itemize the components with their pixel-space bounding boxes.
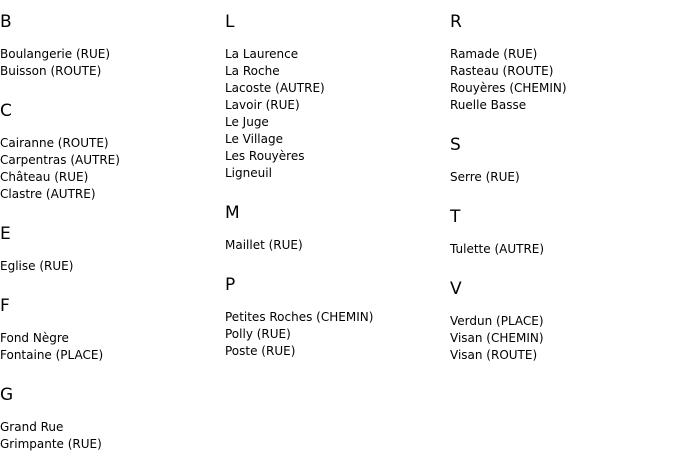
street-link[interactable]: Serre (RUE) [450, 170, 520, 184]
street-link[interactable]: Clastre (AUTRE) [0, 187, 96, 201]
letter-group-c [0, 99, 225, 203]
group-letter: R [450, 12, 462, 32]
street-link[interactable]: Fontaine (PLACE) [0, 348, 104, 362]
letter-group-m [225, 201, 450, 254]
street-list [0, 258, 225, 275]
letter-group-p [225, 273, 450, 360]
letter-group-l [225, 10, 450, 182]
street-link[interactable]: Lavoir (RUE) [225, 98, 300, 112]
group-letter: T [450, 207, 461, 227]
street-link[interactable]: Fond Nègre [0, 331, 69, 345]
street-link[interactable]: Visan (CHEMIN) [450, 331, 544, 345]
street-link[interactable]: Poste (RUE) [225, 344, 296, 358]
street-link[interactable]: Cairanne (ROUTE) [0, 136, 109, 150]
group-letter: V [450, 279, 462, 299]
street-list [225, 309, 450, 360]
group-letter: P [225, 275, 236, 295]
street-list [450, 241, 675, 258]
group-letter: B [0, 12, 12, 32]
group-letter: S [450, 135, 461, 155]
street-link[interactable]: La Laurence [225, 47, 299, 61]
street-link[interactable]: Le Village [225, 132, 283, 146]
group-letter: G [0, 385, 14, 405]
street-link[interactable]: Rasteau (ROUTE) [450, 64, 554, 78]
letter-group-t [450, 205, 675, 258]
street-list [225, 237, 450, 254]
street-link[interactable]: Ramade (RUE) [450, 47, 538, 61]
letter-group-r [450, 10, 675, 114]
street-link[interactable]: Boulangerie (RUE) [0, 47, 111, 61]
street-list [450, 169, 675, 186]
street-link[interactable]: Château (RUE) [0, 170, 89, 184]
street-link[interactable]: Petites Roches (CHEMIN) [225, 310, 374, 324]
street-link[interactable]: Maillet (RUE) [225, 238, 303, 252]
street-list [0, 419, 225, 453]
group-letter: C [0, 101, 12, 121]
street-link[interactable]: Verdun (PLACE) [450, 314, 544, 328]
letter-group-s [450, 133, 675, 186]
street-list [450, 313, 675, 364]
letter-group-g [0, 383, 225, 453]
street-link[interactable]: Tulette (AUTRE) [450, 242, 545, 256]
street-link[interactable]: Polly (RUE) [225, 327, 291, 341]
letter-group-e [0, 222, 225, 275]
street-list [225, 46, 450, 182]
letter-group-v [450, 277, 675, 364]
street-link[interactable]: Le Juge [225, 115, 269, 129]
street-link[interactable]: Ruelle Basse [450, 98, 527, 112]
street-link[interactable]: Lacoste (AUTRE) [225, 81, 325, 95]
street-link[interactable]: Grimpante (RUE) [0, 437, 102, 451]
letter-group-b [0, 10, 225, 80]
street-link[interactable]: La Roche [225, 64, 280, 78]
street-index-column-2 [225, 10, 450, 379]
street-list [450, 46, 675, 114]
street-link[interactable]: Visan (ROUTE) [450, 348, 538, 362]
street-link[interactable]: Les Rouyères [225, 149, 305, 163]
street-list [0, 330, 225, 364]
street-list [0, 46, 225, 80]
letter-group-f [0, 294, 225, 364]
group-letter: E [0, 224, 11, 244]
street-link[interactable]: Grand Rue [0, 420, 64, 434]
street-list [0, 135, 225, 203]
street-link[interactable]: Eglise (RUE) [0, 259, 74, 273]
street-link[interactable]: Ligneuil [225, 166, 272, 180]
street-link[interactable]: Buisson (ROUTE) [0, 64, 102, 78]
group-letter: M [225, 203, 240, 223]
street-index-column-1 [0, 10, 225, 472]
group-letter: F [0, 296, 10, 316]
street-link[interactable]: Carpentras (AUTRE) [0, 153, 120, 167]
street-index-column-3 [450, 10, 675, 383]
street-link[interactable]: Rouyères (CHEMIN) [450, 81, 567, 95]
group-letter: L [225, 12, 235, 32]
